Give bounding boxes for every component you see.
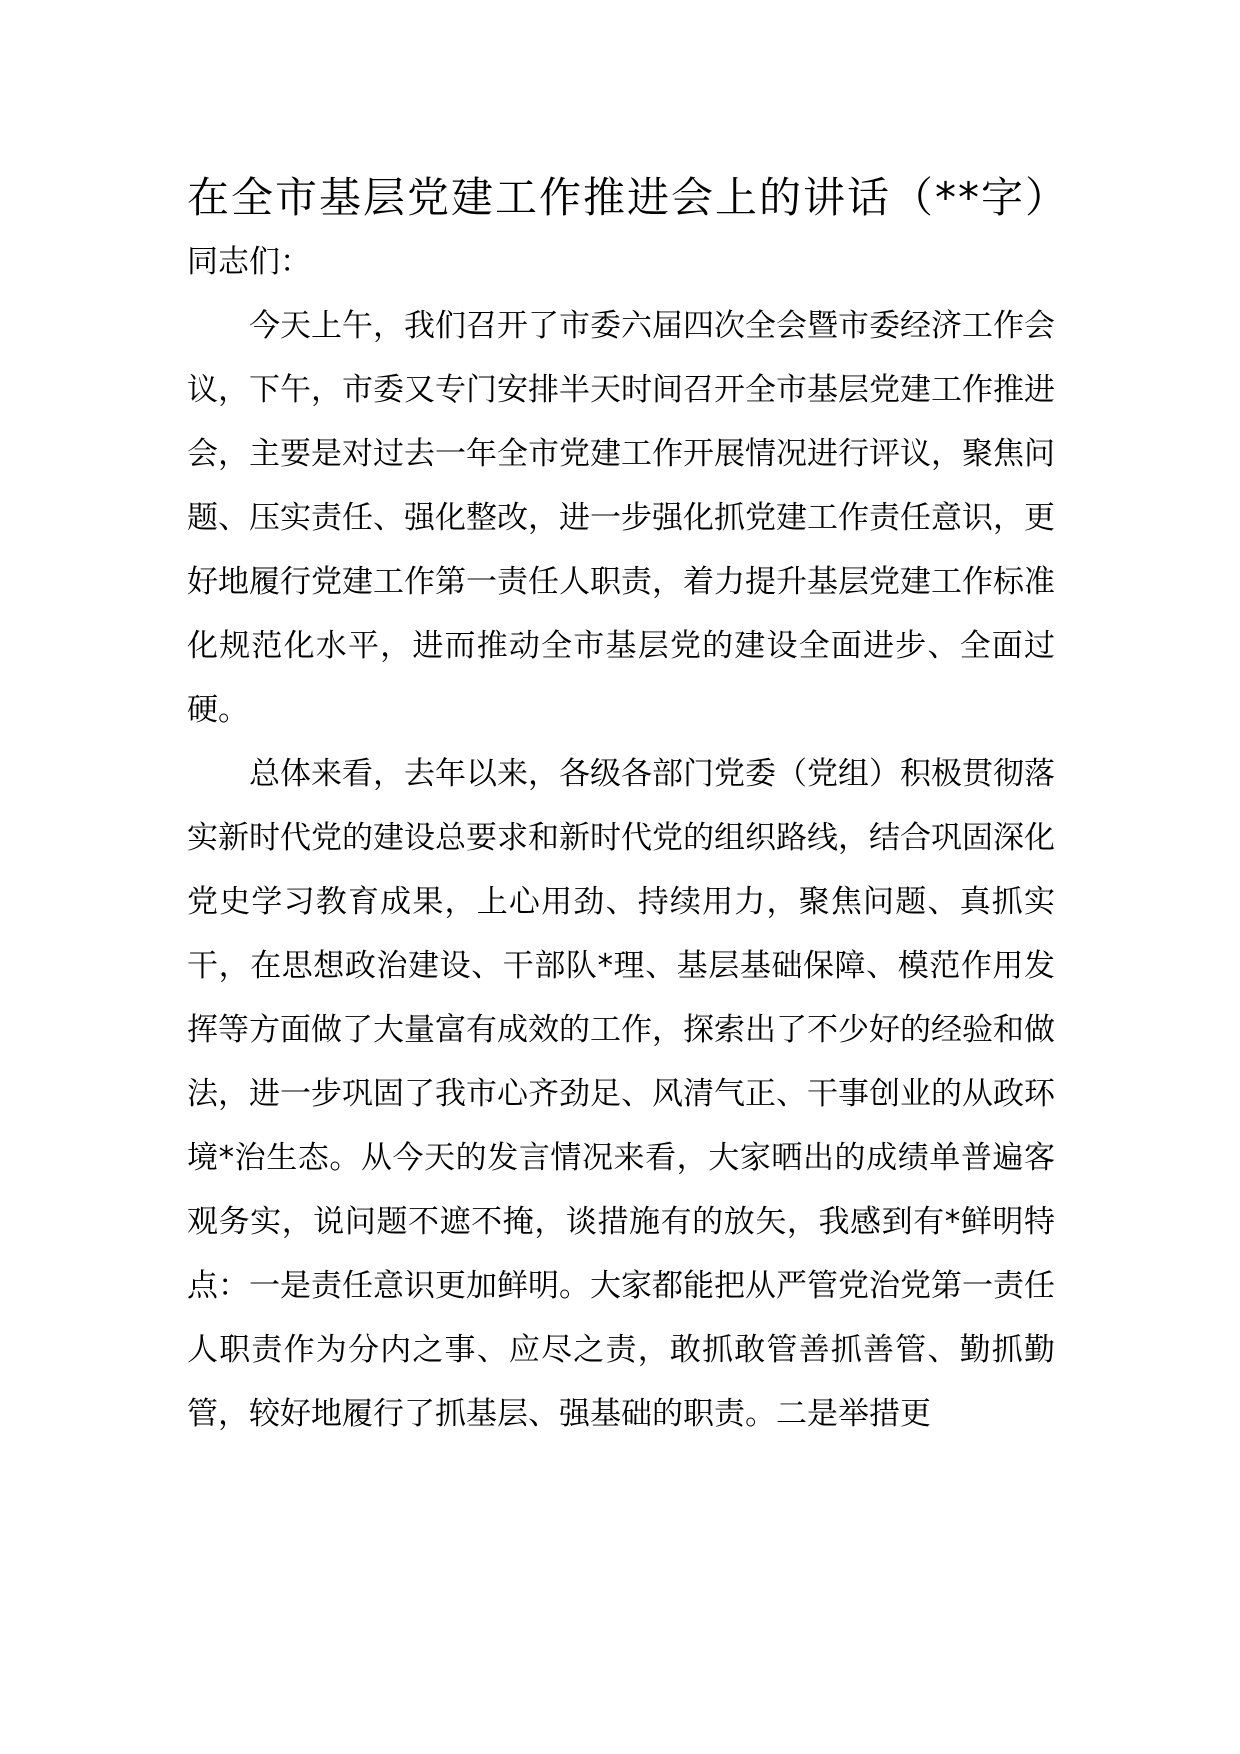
- document-title: 在全市基层党建工作推进会上的讲话（**字）: [187, 173, 1070, 222]
- paragraph-1: 今天上午，我们召开了市委六届四次全会暨市委经济工作会议，下午，市委又专门安排半天时间召开全市基层党建工作推进会，主要是对过去一年全市党建工作开展情况进行评议，聚焦问题、压实责任、强化整改，进一步强化抓党建工作责任意识，更好地履行党建工作第一责任人职责，着力提升基层党建工作标准化规范化水平，进而推动全市基层党的建设全面进步、全面过硬。: [187, 308, 1055, 728]
- salutation: 同志们：: [187, 244, 311, 280]
- document-body: [187, 168, 1070, 1446]
- paragraph-2: 总体来看，去年以来，各级各部门党委（党组）积极贯彻落实新时代党的建设总要求和新时代党的组织路线，结合巩固深化党史学习教育成果，上心用劲、持续用力，聚焦问题、真抓实干，在思想政治建设、干部队*理、基层基础保障、模范作用发挥等方面做了大量富有成效的工作，探索出了不少好的经验和做法，进一步巩固了我市心齐劲足、风清气正、干事创业的从政环境*治生态。从今天的发言情况来看，大家晒出的成绩单普遍客观务实，说问题不遮不掩，谈措施有的放矢，我感到有*鲜明特点：一是责任意识更加鲜明。大家都能把从严管党治党第一责任人职责作为分内之事、应尽之责，敢抓敢管善抓善管、勤抓勤管，较好地履行了抓基层、强基础的职责。二是举措更: [187, 756, 1055, 1432]
